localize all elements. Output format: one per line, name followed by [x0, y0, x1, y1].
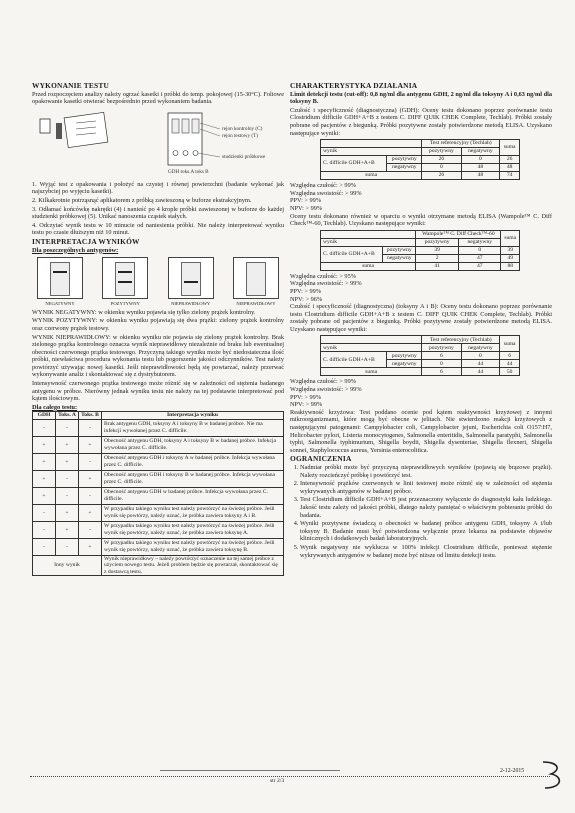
cross-reactivity-text: Reaktywność krzyżowa: Test poddano ocenie pod kątem reaktywności krzyżowej z innymi mikroorganizmami, które mogą być obecne w jelitach. Nie stwierdzono reakcji krzyżowych z następującymi patogenami: Campylobacter coli, Campylobacter jejuni, Escherichia coli O157:H7, Helicobacter pylori, Listeria monocytogenes, Salmonella enteritidis, Salmonella paratyphi, Salmonella typhi, Salmonella typhimurium, Shigella boydii, Shigella dysenteriae, Shigella flexneri, Shigella sonnei, Staphylococcus aureus, Yersinia enterocolitica.	[290, 408, 552, 454]
stamp-mark	[160, 770, 340, 775]
step-3: 3. Odłamać końcówkę nakrętki (4) i nanieść po 4 krople próbki zawieszonej w buforze do każdej studzienki próbkowej (5). Unikać nanoszenia cząstek stałych.	[32, 205, 284, 221]
list-item: 2. Intensywność prążków czerwonych w linii testowej może różnić się w zależności od stężenia wykrywanych antygenów w badanej próbce.	[300, 480, 552, 495]
list-item: 4. Wyniki pozytywne świadczą o obecności w badanej próbce antygenu GDH, toksyny A i/lub toksyny B. Badanie musi być potwierdzona wyłącznie przez lekarza na podstawie objawów klinicznych i dodatkowych badań laboratoryjnych.	[300, 520, 552, 543]
result-invalid-1: NIEPRAWIDŁOWY	[163, 257, 219, 308]
label-control-region: rejon kontrolny (C)	[222, 125, 263, 132]
page-number: str 2/3	[270, 778, 285, 784]
step-4: 4. Odczytać wynik testu w 10 minucie od naniesienia próbki. Nie należy interpretować wyniku testu po czasie dłuższym niż 10 minut.	[32, 221, 284, 237]
table-row: - - + W przypadku takiego wyniku test należy powtórzyć na świeżej próbce. Jeśli wynik się powtórzy, należy uznać, że próbka zawiera toksynę B.	[33, 538, 284, 555]
toxin-sensitivity-text: Czułość i specyficzność (diagnostyczna) (toksyny A i B): Oceny testu dokonano poprzez porównanie testu Clostridium difficile GDH+A+B z testem C. DIFF QUIK CHEK Complete, Techlab). Próbki zostały pobrane od pacjentów z biegunką. Próbki pozytywne zostały potwierdzone metodą ELISA. Uzyskano następujące wyniki:	[290, 303, 552, 333]
gdh-elisa-text: Oceny testu dokonano również w oparciu o wyniki otrzymane metodą ELISA (Wampole™ C. Diff Check™-60, Techlab). Uzyskano następujące wyniki:	[290, 212, 552, 228]
cassette-figure	[32, 109, 284, 179]
result-examples	[32, 257, 284, 308]
stats-1: Względna czułość: > 99% Względna swoistość: > 99% PPV: > 99% NPV: > 99%	[290, 182, 362, 212]
right-column	[290, 82, 552, 560]
subtitle-whole-test: Dla całego testu:	[32, 403, 78, 411]
table-row: + + + Obecność antygenu GDH, toksyny A i toksyny B w badanej próbce. Infekcja wywołana przez C. difficile.	[33, 436, 284, 453]
result-invalid-text: WYNIK NIEPRAWIDŁOWY: w okienku wyniku nie pojawia się zielony prążek kontrolny. Brak zielonego prążka kontrolnego oznacza wynik nieprawidłowy niezależnie od braku lub ewentualnej obecności czerwonego prążka testowego. Przyczyną takiego wyniku może być niedostateczna ilość próbki, niewłaściwa procedura wykonania testu lub pogorszenie jakości odczynników. Test należy powtórzyć używając nowej kasetki. Jeśli nieprawidłowości będą się powtarzać, należy przerwać wykonywanie analiz i skontaktować się z dystrybutorem.	[32, 333, 284, 379]
results-table-3: Test referencyjny (Techlab) suma wynik pozytywny negatywny C. difficile GDH+A+B pozytywny 6 0 6 negatywny 0 44 44 suma 6 44 50	[320, 335, 520, 376]
table-row: - - - Brak antygenu GDH, toksyny A i toksyny B w badanej próbce. Nie ma infekcji wywołanej przez C. difficile.	[33, 419, 284, 436]
section-title-procedure: WYKONANIE TESTU	[32, 81, 109, 90]
gdh-sensitivity-text: Czułość i specyficzność (diagnostyczna) (GDH): Oceny testu dokonano poprzez porównanie testu Clostridium difficile GDH+A+B z testem C. DIFF QUIK CHEK Complete, Techlab). Próbki zostały pobrane od pacjentów z biegunką. Próbki pozytywne zostały potwierdzone metodą ELISA. Uzyskano następujące wyniki:	[290, 106, 552, 137]
step-1: 1. Wyjąć test z opakowania i położyć na czystej i równej powierzchni (badanie wykonać jak najszybciej po wyjęciu kasetki).	[32, 180, 284, 196]
table-header-row: GDH Toks. A Toks. B Interpretacja wyniku	[33, 412, 284, 419]
section-title-performance: CHARAKTERYSTYKA DZIAŁANIA	[290, 81, 418, 90]
step-2: 2. Kilkakrotnie potrząsnąć aplikatorem z próbką zawieszoną w buforze ekstrakcyjnym.	[32, 196, 252, 204]
result-invalid-2: NIEPRAWIDŁOWY	[228, 257, 284, 308]
cassette-caption: GDH toks.A toks B	[168, 168, 209, 175]
label-sample-wells: studzienki próbkowe	[222, 153, 266, 160]
interpretation-table	[32, 411, 284, 576]
limitations-list	[290, 464, 552, 559]
signature-mark	[535, 758, 569, 792]
list-item: 1. Nadmiar próbki może być przyczyną nieprawidłowych wyników (pojawią się brązowe prążki). Należy rozcieńczyć próbkę i powtórzyć test.	[300, 464, 552, 479]
stats-3: Względna czułość: > 99% Względna swoistość: > 99% PPV: > 99% NPV: > 99%	[290, 378, 362, 409]
cassette-illustration	[32, 109, 284, 179]
table-row: - + - W przypadku takiego wyniku test należy powtórzyć na świeżej próbce. Jeśli wynik się powtórzy, należy uznać, że próbka zawiera toksynę A.	[33, 521, 284, 538]
intensity-note: Intensywność czerwonego prążka testowego może różnić się w zależności od stężenia badanego antygenu w próbce. Nierówny jednak wyniku testu nie należy na tej podstawie interpretować pod kątem ilościowym.	[32, 380, 284, 403]
procedure-intro: Przed rozpoczęciem analizy należy ogrzać kasetki i próbki do temp. pokojowej (15-30°C). Foliowe opakowanie kasetki otwierać bezpośrednio przed wykonaniem badania.	[32, 90, 284, 106]
stats-2: Względna czułość: > 95% Względna swoistość: > 99% PPV: > 99% NPV: > 96%	[290, 272, 362, 303]
result-positive-text: WYNIK POZYTYWNY: w okienku wyniku pojawiają się dwa prążki: zielony prążek kontrolny oraz czerwony prążek testowy.	[32, 317, 284, 332]
result-positive: POZYTYWNY	[97, 257, 153, 308]
results-table-1: Test referencyjny (Techlab) suma wynik pozytywny negatywny C. difficile GDH+A+B pozytywny 26 0 26 negatywny 0 48 48 suma 26 48 74	[320, 139, 520, 180]
table-row: + + - Obecność antygenu GDH i toksyny A w badanej próbce. Infekcja wywołana przez C. difficile.	[33, 453, 284, 470]
label-test-region: rejon testowy (T)	[222, 132, 259, 139]
result-negative: NEGATYWNY	[32, 257, 88, 308]
list-item: 3. Test Clostridium difficile GDH+A+B jest przeznaczony wyłącznie do diagnostyki kału ludzkiego. Jakość testu zależy od jakości próbki, dlatego należy pamiętać o właściwym pobieraniu próbki do badania.	[300, 496, 552, 519]
list-item: 5. Wynik negatywny nie wyklucza w 100% infekcji Clostridium difficile, ponieważ stężenie wykrywanych antygenów w badanej może być niższe od limitu detekcji testu.	[300, 544, 552, 559]
table-row: + - - Obecność antygenu GDH w badanej próbce. Infekcja wywołana przez C. difficile.	[33, 487, 284, 504]
table-row: + - + Obecność antygenu GDH i toksyny B w badanej próbce. Infekcja wywołana przez C. difficile.	[33, 470, 284, 487]
detection-limit: Limit detekcji testu (cut-off): 0,8 ng/ml dla antygenu GDH, 2 ng/ml dla toksyny A i 0,63 ng/ml dla toksyny B.	[290, 90, 552, 106]
table-row: - + + W przypadku takiego wyniku test należy powtórzyć na świeżej próbce. Jeśli wynik się powtórzy, należy uznać, że próbka zawiera toksyny A i B.	[33, 504, 284, 521]
footer-divider	[30, 776, 550, 777]
table-row: Inny wynik Wynik nieprawidłowy – należy powtórzyć oznaczenie na tej samej próbce z użyciem nowego testu. Jeżeli problem będzie się powtarzał, skontaktować się z dostawcą testu.	[33, 555, 284, 575]
subtitle-per-antigen: Dla poszczególnych antygenów:	[32, 246, 119, 254]
handwritten-date: 2-12-2015	[500, 768, 525, 774]
left-column	[32, 82, 284, 576]
section-title-limitations: OGRANICZENIA	[290, 454, 352, 464]
results-table-2: Wampole™ C. Diff Check™-60 suma wynik pozytywny negatywny C. difficile GDH+A+B pozytywny 39 0 39 negatywny 2 47 49 suma 41 47 88	[320, 230, 520, 271]
result-negative-text: WYNIK NEGATYWNY: w okienku wyniku pojawia się tylko zielony prążek kontrolny.	[32, 308, 256, 316]
section-title-interpretation: INTERPRETACJA WYNIKÓW	[32, 236, 140, 246]
